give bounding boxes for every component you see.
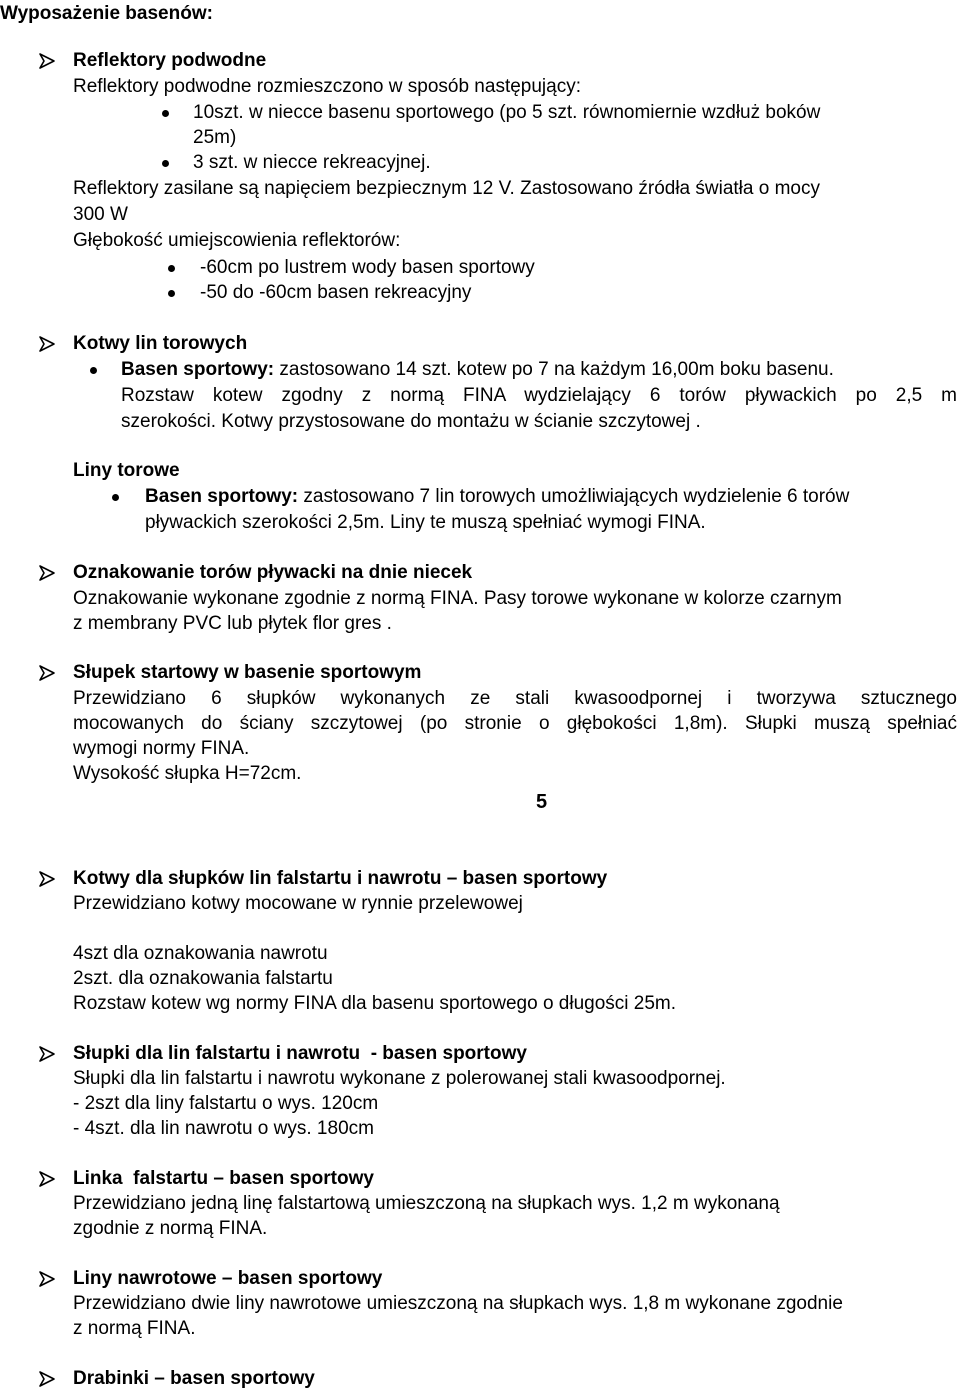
list-item: 10szt. w niecce basenu sportowego (po 5 szt. równomiernie wzdłuż boków (193, 102, 821, 123)
list-item (145, 485, 849, 509)
paragraph-line: - 2szt dla liny falstartu o wys. 120cm (73, 1093, 379, 1114)
section-heading: Kotwy lin torowych (73, 333, 248, 354)
list-item: -60cm po lustrem wody basen sportowy (200, 257, 535, 278)
arrow-bullet-icon (38, 664, 56, 682)
paragraph-line: Wysokość słupka H=72cm. (73, 763, 302, 784)
arrow-bullet-icon (38, 1370, 56, 1388)
paragraph-line: Oznakowanie wykonane zgodnie z normą FINA. Pasy torowe wykonane w kolorze czarnym (73, 588, 842, 609)
section-heading: Drabinki – basen sportowy (73, 1368, 315, 1389)
bullet-dot-icon (112, 494, 119, 501)
arrow-bullet-icon (38, 870, 56, 888)
page-number: 5 (536, 791, 548, 813)
paragraph-line: Przewidziano 6 słupków wykonanych ze stali kwasoodpornej i tworzywa sztucznego (73, 688, 957, 709)
bullet-dot-icon (168, 290, 175, 297)
page-title: Wyposażenie basenów: (0, 3, 213, 24)
paragraph-line: Rozstaw kotew wg normy FINA dla basenu sportowego o długości 25m. (73, 993, 677, 1014)
list-item-cont: 25m) (193, 127, 237, 148)
paragraph-line: mocowanych do ściany szczytowej (po stronie o głębokości 1,8m). Słupki muszą spełniać (73, 713, 957, 734)
section-heading: Słupki dla lin falstartu i nawrotu - basen sportowy (73, 1043, 527, 1064)
bold-label: Basen sportowy: (145, 486, 299, 507)
bullet-dot-icon (90, 367, 97, 374)
list-item: -50 do -60cm basen rekreacyjny (200, 282, 472, 303)
arrow-bullet-icon (38, 52, 56, 70)
paragraph-line: z membrany PVC lub płytek flor gres . (73, 613, 392, 634)
arrow-bullet-icon (38, 1045, 56, 1063)
list-item-text: zastosowano 14 szt. kotew po 7 na każdym 16,00m boku basenu. (274, 359, 834, 380)
list-item-cont: pływackich szerokości 2,5m. Liny te muszą spełniać wymogi FINA. (145, 512, 706, 533)
arrow-bullet-icon (38, 1270, 56, 1288)
paragraph-line: Słupki dla lin falstartu i nawrotu wykonane z polerowanej stali kwasoodpornej. (73, 1068, 726, 1089)
paragraph-line: Reflektory zasilane są napięciem bezpiecznym 12 V. Zastosowano źródła światła o mocy (73, 178, 820, 199)
list-item-text: zastosowano 7 lin torowych umożliwiających wydzielenie 6 torów (298, 486, 850, 507)
section-heading: Oznakowanie torów pływacki na dnie niecek (73, 562, 473, 583)
list-item: 3 szt. w niecce rekreacyjnej. (193, 152, 431, 173)
paragraph-line: 300 W (73, 204, 128, 225)
paragraph-line: wymogi normy FINA. (73, 738, 250, 759)
bold-label: Basen sportowy: (121, 359, 275, 380)
paragraph-line: 2szt. dla oznakowania falstartu (73, 968, 333, 989)
paragraph-line: Przewidziano jedną linę falstartową umieszczoną na słupkach wys. 1,2 m wykonaną (73, 1193, 780, 1214)
arrow-bullet-icon (38, 1170, 56, 1188)
paragraph-line: Przewidziano dwie liny nawrotowe umieszczoną na słupkach wys. 1,8 m wykonane zgodnie (73, 1293, 843, 1314)
paragraph-line: 4szt dla oznakowania nawrotu (73, 943, 328, 964)
list-item (121, 358, 834, 382)
arrow-bullet-icon (38, 564, 56, 582)
paragraph-line: Głębokość umiejscowienia reflektorów: (73, 230, 401, 251)
sub-heading: Liny torowe (73, 460, 180, 481)
section-heading: Liny nawrotowe – basen sportowy (73, 1268, 383, 1289)
bullet-dot-icon (162, 110, 169, 117)
paragraph-line: Reflektory podwodne rozmieszczono w sposób następujący: (73, 76, 581, 97)
section-heading: Słupek startowy w basenie sportowym (73, 662, 422, 683)
paragraph-line: zgodnie z normą FINA. (73, 1218, 268, 1239)
paragraph-line: z normą FINA. (73, 1318, 196, 1339)
arrow-bullet-icon (38, 335, 56, 353)
paragraph-line: Przewidziano kotwy mocowane w rynnie przelewowej (73, 893, 523, 914)
bullet-dot-icon (168, 265, 175, 272)
section-heading: Kotwy dla słupków lin falstartu i nawrotu – basen sportowy (73, 868, 608, 889)
paragraph-line: Rozstaw kotew zgodny z normą FINA wydzielający 6 torów pływackich po 2,5 m (121, 385, 957, 406)
section-heading: Linka falstartu – basen sportowy (73, 1168, 374, 1189)
bullet-dot-icon (162, 160, 169, 167)
section-heading: Reflektory podwodne (73, 50, 267, 71)
paragraph-line: szerokości. Kotwy przystosowane do montażu w ścianie szczytowej . (121, 411, 701, 432)
paragraph-line: - 4szt. dla lin nawrotu o wys. 180cm (73, 1118, 374, 1139)
